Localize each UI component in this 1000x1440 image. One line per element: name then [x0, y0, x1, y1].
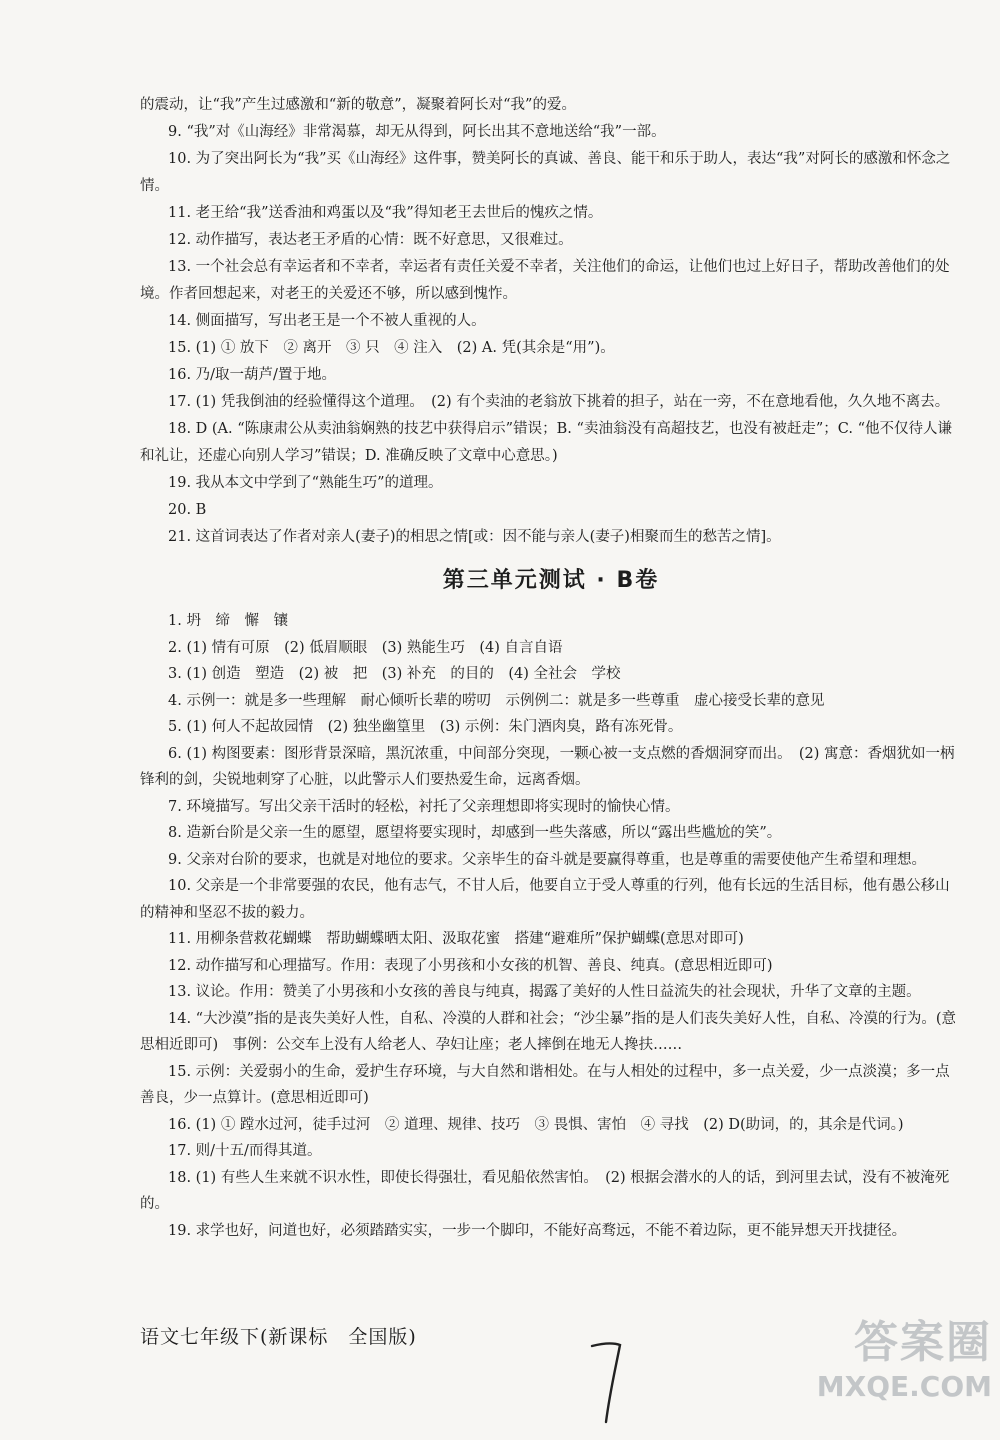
- answer-line: 15. 示例：关爱弱小的生命，爱护生存环境，与大自然和谐相处。在与人相处的过程中，多一点关爱，少一点淡漠；多一点善良，少一点算计。(意思相近即可): [140, 1063, 950, 1106]
- answer-line: 16. (1) ① 蹚水过河，徒手过河 ② 道理、规律、技巧 ③ 畏惧、害怕 ④ 寻找 (2) D(助词，的，其余是代词。): [168, 1116, 904, 1133]
- answer-line: 4. 示例一：就是多一些理解 耐心倾听长辈的唠叨 示例例二：就是多一些尊重 虚心接受长辈的意见: [168, 692, 825, 709]
- answer-line: 14. “大沙漠”指的是丧失美好人性，自私、冷漠的人群和社会；“沙尘暴”指的是人们丧失美好人性，自私、冷漠的行为。(意思相近即可) 事例：公交车上没有人给老人、孕妇让座；老人摔倒在地无人搀扶……: [140, 1010, 956, 1053]
- answer-line: 10. 为了突出阿长为“我”买《山海经》这件事，赞美阿长的真诚、善良、能干和乐于助人，表达“我”对阿长的感激和怀念之情。: [140, 151, 951, 194]
- answer-line: 11. 老王给“我”送香油和鸡蛋以及“我”得知老王去世后的愧疚之情。: [168, 205, 603, 221]
- answer-line: 9. “我”对《山海经》非常渴慕，却无从得到，阿长出其不意地送给“我”一部。: [168, 124, 666, 140]
- answer-line: 7. 环境描写。写出父亲干活时的轻松，衬托了父亲理想即将实现时的愉快心情。: [168, 798, 680, 815]
- answer-line: 19. 求学也好，问道也好，必须踏踏实实，一步一个脚印，不能好高骛远，不能不着边际，更不能异想天开找捷径。: [168, 1222, 907, 1239]
- page-content: [140, 92, 962, 1244]
- answer-line: 17. 则/十五/而得其道。: [168, 1143, 322, 1159]
- watermark-logo-text: 答案圈: [854, 1317, 992, 1368]
- answer-line: 12. 动作描写和心理描写。作用：表现了小男孩和小女孩的机智、善良、纯真。(意思相近即可): [168, 957, 773, 974]
- answer-line: 6. (1) 构图要素：图形背景深暗，黑沉浓重，中间部分突现，一颗心被一支点燃的香烟洞穿而出。 (2) 寓意：香烟犹如一柄锋利的剑，尖锐地刺穿了心脏，以此警示人们要热爱生命，远离香烟。: [140, 745, 955, 788]
- answer-line: 2. (1) 情有可原 (2) 低眉顺眼 (3) 熟能生巧 (4) 自言自语: [168, 639, 563, 656]
- answer-line: 8. 造新台阶是父亲一生的愿望，愿望将要实现时，却感到一些失落感，所以“露出些尴尬的笑”。: [168, 825, 782, 841]
- answer-line: 的震动，让“我”产生过感激和“新的敬意”，凝聚着阿长对“我”的爱。: [140, 97, 576, 113]
- answer-line: 20. B: [168, 502, 207, 518]
- answer-line: 5. (1) 何人不起故园情 (2) 独坐幽篁里 (3) 示例：朱门酒肉臭，路有冻死骨。: [168, 719, 683, 735]
- answer-line: 16. 乃/取一葫芦/置于地。: [168, 367, 336, 383]
- answer-line: 12. 动作描写，表达老王矛盾的心情：既不好意思，又很难过。: [168, 232, 573, 248]
- answer-line: 13. 一个社会总有幸运者和不幸者，幸运者有责任关爱不幸者，关注他们的命运，让他们也过上好日子，帮助改善他们的处境。作者回想起来，对老王的关爱还不够，所以感到愧怍。: [140, 259, 950, 302]
- answer-line: 13. 议论。作用：赞美了小男孩和小女孩的善良与纯真，揭露了美好的人性日益流失的社会现状，升华了文章的主题。: [168, 984, 921, 1000]
- answer-line: 18. D (A. “陈康肃公从卖油翁娴熟的技艺中获得启示”错误；B. “卖油翁没有高超技艺，也没有被赶走”；C. “他不仅待人谦和礼让，还虚心向别人学习”错误；D. 准确反映了文章中心意思。): [140, 421, 952, 464]
- answer-line: 1. 坍 缔 懈 镶: [168, 613, 288, 629]
- answers-section-a: [140, 92, 962, 551]
- answer-line: 9. 父亲对台阶的要求，也就是对地位的要求。父亲毕生的奋斗就是要赢得尊重，也是尊重的需要使他产生希望和理想。: [168, 851, 926, 868]
- watermark: [792, 1306, 992, 1426]
- page-footer: 语文七年级下(新课标 全国版): [140, 1326, 417, 1348]
- answer-line: 11. 用柳条营救花蝴蝶 帮助蝴蝶晒太阳、汲取花蜜 搭建“避难所”保护蝴蝶(意思对即可): [168, 931, 744, 947]
- answer-line: 17. (1) 凭我倒油的经验懂得这个道理。 (2) 有个卖油的老翁放下挑着的担子，站在一旁，不在意地看他，久久地不离去。: [168, 394, 950, 410]
- answer-line: 3. (1) 创造 塑造 (2) 被 把 (3) 补充 的目的 (4) 全社会 学校: [168, 666, 621, 682]
- answers-section-b: [140, 608, 962, 1244]
- answer-line: 14. 侧面描写，写出老王是一个不被人重视的人。: [168, 313, 486, 329]
- answer-line: 18. (1) 有些人生来就不识水性，即使长得强壮，看见船依然害怕。 (2) 根据会潜水的人的话，到河里去试，没有不被淹死的。: [140, 1169, 950, 1212]
- answer-line: 15. (1) ① 放下 ② 离开 ③ 只 ④ 注入 (2) A. 凭(其余是“用”)。: [168, 340, 615, 356]
- handwritten-page-number-icon: [586, 1336, 626, 1426]
- watermark-domain: MXQE.COM: [816, 1370, 992, 1403]
- answer-line: 19. 我从本文中学到了“熟能生巧”的道理。: [168, 475, 443, 491]
- answer-line: 21. 这首词表达了作者对亲人(妻子)的相思之情[或：因不能与亲人(妻子)相聚而生的愁苦之情]。: [168, 529, 781, 545]
- page-number: [586, 1336, 626, 1426]
- section-title: 第三单元测试 · B卷: [442, 568, 660, 593]
- answer-line: 10. 父亲是一个非常要强的农民，他有志气，不甘人后，他要自立于受人尊重的行列，他有长远的生活目标，他有愚公移山的精神和坚忍不拔的毅力。: [140, 878, 950, 921]
